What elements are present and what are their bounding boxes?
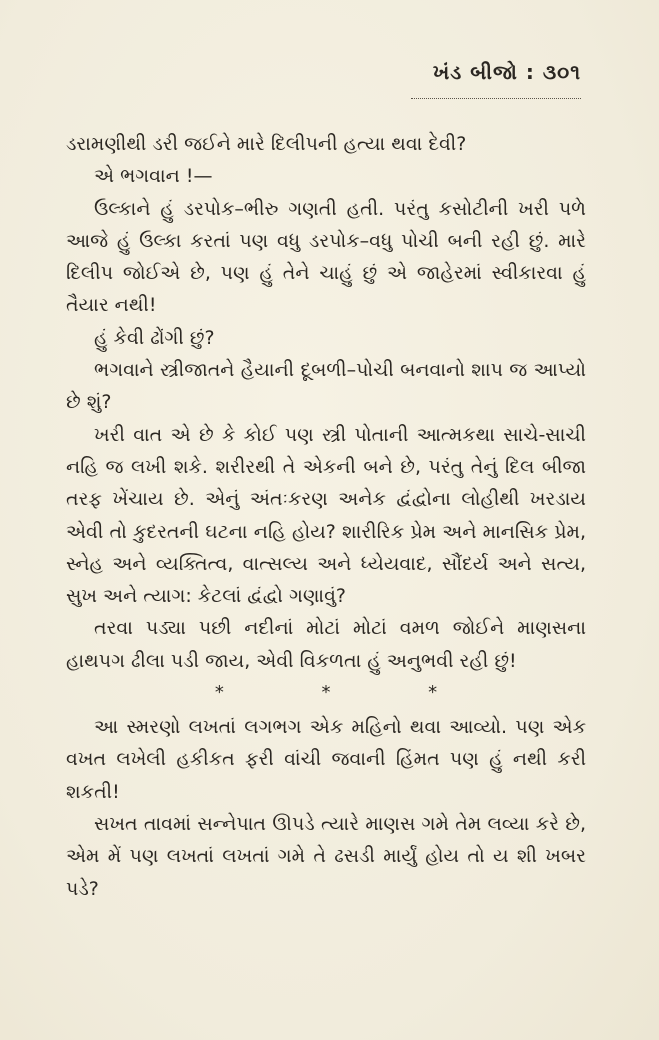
separator-star: *: [321, 682, 331, 704]
paragraph-3: ઉલ્કાને હું ડરપોક–ભીરુ ગણતી હતી. પરંતુ કસોટીની ખરી પળે આજે હું ઉલ્કા કરતાં પણ વધુ ડરપોક–વધુ પોચી બની રહી છું. મારે દિલીપ જોઈએ છે, પણ હું તેને ચાહું છું એ જાહેરમાં સ્વીકારવા હું તૈયાર નથી!: [66, 197, 586, 317]
paragraph-6: ખરી વાત એ છે કે કોઈ પણ સ્ત્રી પોતાની આત્મકથા સાચે-સાચી નહિ જ લખી શકે. શરીરથી તે એકની બને છે, પરંતુ તેનું દિલ બીજા તરફ ખેંચાય છે. એનું અંતઃકરણ અનેક દ્વંદ્વોના લોહીથી ખરડાય એવી તો કુદરતની ઘટના નહિ હોય? શારીરિક પ્રેમ અને માનસિક પ્રેમ, સ્નેહ અને વ્યક્તિત્વ, વાત્સલ્ય અને ધ્યેયવાદ, સૌંદર્ય અને સત્ય, સુખ અને ત્યાગ: કેટલાં દ્વંદ્વો ગણાવું?: [66, 423, 586, 608]
paragraph-1: ડરામણીથી ડરી જઈને મારે દિલીપની હત્યા થવા દેવી?: [66, 133, 467, 155]
section-separator: [166, 679, 486, 707]
paragraph-7: તરવા પડ્યા પછી નદીનાં મોટાં મોટાં વમળ જોઈને માણસના હાથપગ ઢીલા પડી જાય, એવી વિકળતા હું અનુભવી રહી છું!: [66, 617, 586, 672]
separator-star: *: [428, 682, 438, 704]
separator-star: *: [214, 682, 224, 704]
paragraph-4: હું કેવી ઢોંગી છું?: [94, 326, 215, 349]
paragraph-8: આ સ્મરણો લખતાં લગભગ એક મહિનો થવા આવ્યો. પણ એક વખત લખેલી હકીકત ફરી વાંચી જવાની હિંમત પણ હું નથી કરી શકતી!: [66, 716, 586, 803]
running-header: ખંડ બીજો : ૩૦૧: [432, 60, 581, 84]
paragraph-2: એ ભગવાન !—: [94, 165, 213, 188]
body-text: [66, 128, 586, 905]
paragraph-5: ભગવાને સ્ત્રીજાતને હૈયાની દૂબળી–પોચી બનવાનો શાપ જ આપ્યો છે શું?: [66, 359, 586, 414]
paragraph-9: સખત તાવમાં સન્નેપાત ઊપડે ત્યારે માણસ ગમે તેમ લવ્યા કરે છે, એમ મેં પણ લખતાં લખતાં ગમે તે ઢસડી માર્યું હોય તો ય શી ખબર પડે?: [66, 812, 586, 900]
header-rule: [411, 98, 581, 99]
